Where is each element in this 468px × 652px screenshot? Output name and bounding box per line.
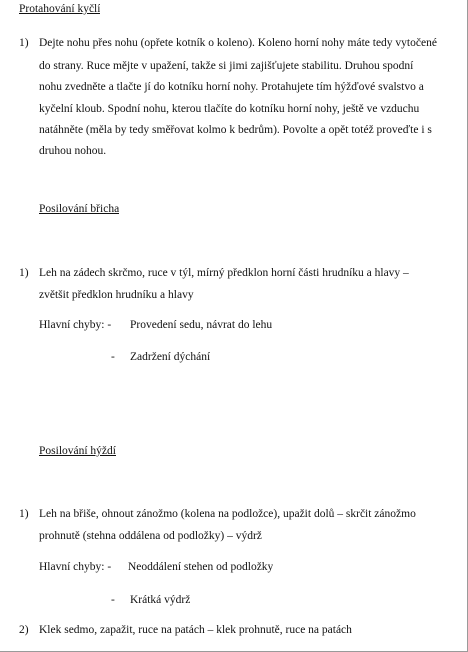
list-number: 1): [19, 508, 29, 520]
bullet-dash: -: [111, 351, 115, 363]
error-item: Krátká výdrž: [130, 594, 191, 606]
section-heading-hips: Protahování kyčlí: [19, 3, 101, 15]
paragraph-line: druhou nohou.: [39, 145, 107, 157]
errors-label: Hlavní chyby: -: [39, 561, 112, 573]
paragraph-line: Klek sedmo, zapažit, ruce na patách – klek prohnutě, ruce na patách: [39, 624, 352, 636]
error-item: Zadržení dýchání: [130, 351, 211, 363]
paragraph-line: Leh na břiše, ohnout zánožmo (kolena na podložce), upažit dolů – skrčit zánožmo: [39, 508, 416, 520]
section-heading-abs: Posilování břicha: [39, 203, 120, 215]
paragraph-line: Leh na zádech skrčmo, ruce v týl, mírný předklon horní části hrudníku a hlavy –: [39, 267, 409, 279]
list-number: 1): [19, 37, 29, 49]
section-heading-glutes: Posilování hýždí: [39, 445, 116, 457]
error-item: Provedení sedu, návrat do lehu: [130, 319, 273, 331]
error-item: Neoddálení stehen od podložky: [128, 561, 274, 573]
paragraph-line: do strany. Ruce mějte v upažení, takže si jimi zajišťujete stabilitu. Druhou spodní: [39, 60, 414, 72]
paragraph-line: natáhněte (měla by tedy směřovat kolmo k bedrům). Povolte a opět totéž proveďte i s: [39, 124, 432, 136]
paragraph-line: zvětšit předklon hrudníku a hlavy: [39, 289, 194, 301]
errors-label: Hlavní chyby: -: [39, 319, 112, 331]
paragraph-line: nohu zvedněte a tlačte jí do kotníku horní nohy. Protahujete tím hýžďové svalstvo a: [39, 81, 424, 93]
list-number: 2): [19, 624, 29, 636]
paragraph-line: kyčelní kloub. Spodní nohu, kterou tlačíte do kotníku horní nohy, ještě ve vzduchu: [39, 103, 420, 115]
bullet-dash: -: [111, 594, 115, 606]
paragraph-line: prohnutě (stehna oddálena od podložky) – výdrž: [39, 530, 262, 542]
paragraph-line: Dejte nohu přes nohu (opřete kotník o koleno). Koleno horní nohy máte tedy vytočené: [39, 37, 437, 49]
list-number: 1): [19, 267, 29, 279]
